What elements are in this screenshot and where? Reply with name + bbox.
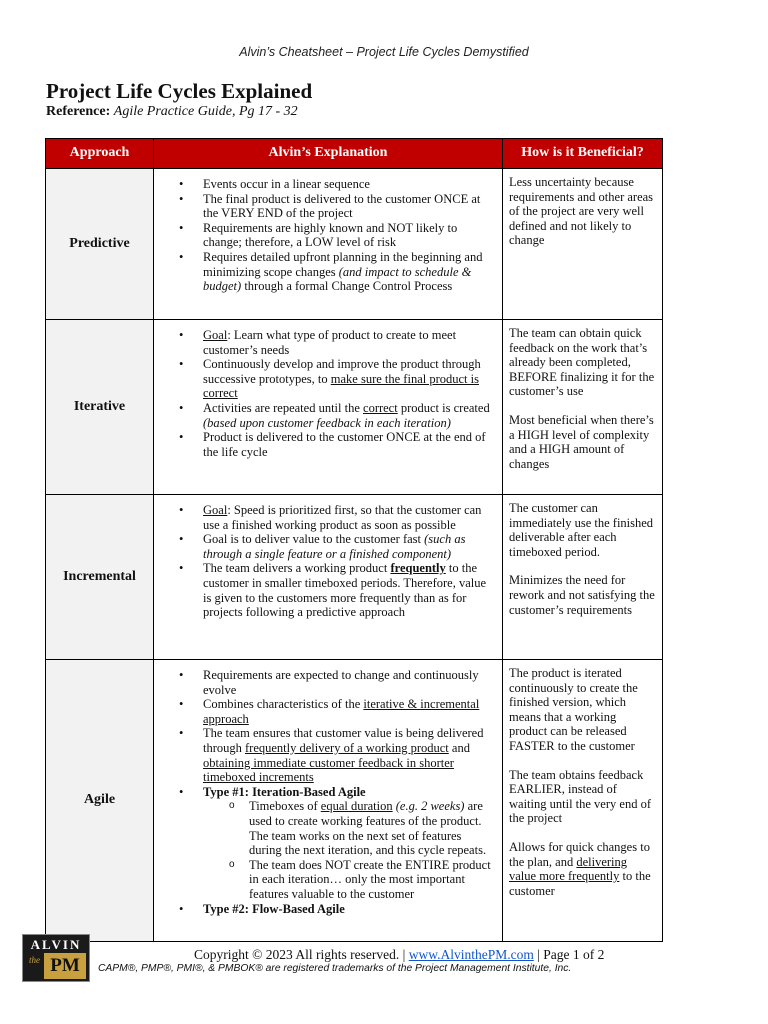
table-header-row xyxy=(46,139,663,169)
logo-top-text: ALVIN xyxy=(30,937,82,952)
explanation-list xyxy=(154,503,496,620)
list-item: • Continuously develop and improve the product through successive prototypes, to make sure the final product is correct xyxy=(203,357,496,401)
approach-cell: Incremental xyxy=(46,495,154,660)
sub-list xyxy=(203,799,496,901)
trademark-notice: CAPM®, PMP®, PMI®, & PMBOK® are registered trademarks of the Project Management Institute, Inc. xyxy=(98,963,572,974)
list-item: • Goal: Speed is prioritized first, so that the customer can use a finished working product as soon as possible xyxy=(203,503,496,532)
website-link[interactable]: www.AlvinthePM.com xyxy=(408,947,534,962)
benefit-text: The team obtains feedback EARLIER, instead of waiting until the very end of the project xyxy=(509,767,651,826)
life-cycles-table xyxy=(45,138,663,942)
list-item: • Goal: Learn what type of product to create to meet customer’s needs xyxy=(203,328,496,357)
explanation-cell xyxy=(154,320,503,495)
header-explanation: Alvin’s Explanation xyxy=(154,139,503,169)
benefit-cell xyxy=(503,660,663,942)
list-item: • Requires detailed upfront planning in the beginning and minimizing scope changes (and impact to schedule & budget) through a formal Change Control Process xyxy=(203,250,496,294)
list-item: • Requirements are highly known and NOT likely to change; therefore, a LOW level of risk xyxy=(203,221,496,250)
reference-line xyxy=(46,104,298,120)
header-beneficial: How is it Beneficial? xyxy=(503,139,663,169)
explanation-list xyxy=(154,177,496,294)
running-header: Alvin’s Cheatsheet – Project Life Cycles Demystified xyxy=(239,45,529,59)
copyright-line xyxy=(194,947,604,963)
copyright-text: Copyright © 2023 All rights reserved. | xyxy=(194,947,406,962)
approach-cell: Agile xyxy=(46,660,154,942)
list-item: • The final product is delivered to the customer ONCE at the VERY END of the project xyxy=(203,192,496,221)
explanation-list xyxy=(154,668,496,916)
logo-main-text: PM xyxy=(44,953,86,979)
list-item: • Goal is to deliver value to the customer fast (such as through a single feature or a finished component) xyxy=(203,532,496,561)
list-item: • Combines characteristics of the iterative & incremental approach xyxy=(203,697,496,726)
alvin-the-pm-logo xyxy=(22,934,90,982)
table-row xyxy=(46,320,663,495)
header-approach: Approach xyxy=(46,139,154,169)
reference-label: Reference: xyxy=(46,104,111,119)
benefit-text: Minimizes the need for rework and not satisfying the customer’s requirements xyxy=(509,573,655,617)
list-item: • Type #1: Iteration-Based Agile o Timeboxes of equal duration (e.g. 2 weeks) are used to create working features of the product. The team works on the next set of features during the next iteration, and this cycle repeats. o The team does NOT create the ENTIRE product in each iteration… only the most important features valuable to the customer xyxy=(203,785,496,902)
benefit-text: Most beneficial when there’s a HIGH level of complexity and a HIGH amount of changes xyxy=(509,412,654,471)
reference-value: Agile Practice Guide, Pg 17 - 32 xyxy=(113,104,298,119)
approach-cell: Iterative xyxy=(46,320,154,495)
list-item: • Activities are repeated until the correct product is created (based upon customer feedback in each iteration) xyxy=(203,401,496,430)
page-title: Project Life Cycles Explained xyxy=(46,79,313,103)
table-row xyxy=(46,660,663,942)
benefit-text: The customer can immediately use the finished deliverable after each timeboxed period. xyxy=(509,501,654,559)
table-row xyxy=(46,495,663,660)
logo-small-text: the xyxy=(29,955,40,965)
list-item: • Events occur in a linear sequence xyxy=(203,177,496,192)
benefit-text: The product is iterated continuously to create the finished version, which means that a working product can be released FASTER to the customer xyxy=(509,666,638,753)
benefit-text: Less uncertainty because requirements and other areas of the project are very well defined and not likely to change xyxy=(509,175,654,248)
list-item: o The team does NOT create the ENTIRE product in each iteration… only the most important features valuable to the customer xyxy=(249,858,496,902)
list-item: • Requirements are expected to change and continuously evolve xyxy=(203,668,496,697)
benefit-text: Allows for quick changes to the plan, and delivering value more frequently to the customer xyxy=(509,839,651,898)
approach-cell: Predictive xyxy=(46,169,154,320)
list-item: • The team ensures that customer value is being delivered through frequently delivery of a working product and obtaining immediate customer feedback in shorter timeboxed increments xyxy=(203,726,496,784)
list-item: • Product is delivered to the customer ONCE at the end of the life cycle xyxy=(203,430,496,459)
list-item: • The team delivers a working product frequently to the customer in smaller timeboxed periods. Therefore, value is given to the customers more frequently than as for projects following a predictive approach xyxy=(203,561,496,619)
benefit-cell xyxy=(503,495,663,660)
explanation-cell xyxy=(154,660,503,942)
benefit-cell xyxy=(503,320,663,495)
explanation-cell xyxy=(154,169,503,320)
page-number: | Page 1 of 2 xyxy=(537,947,605,962)
explanation-cell xyxy=(154,495,503,660)
list-item: o Timeboxes of equal duration (e.g. 2 weeks) are used to create working features of the product. The team works on the next set of features during the next iteration, and this cycle repeats. xyxy=(249,799,496,857)
benefit-text: The team can obtain quick feedback on the work that’s already been completed, BEFORE finalizing it for the customer’s use xyxy=(509,326,655,399)
benefit-cell xyxy=(503,169,663,320)
table-row xyxy=(46,169,663,320)
explanation-list xyxy=(154,328,496,459)
list-item: • Type #2: Flow-Based Agile xyxy=(203,902,496,917)
